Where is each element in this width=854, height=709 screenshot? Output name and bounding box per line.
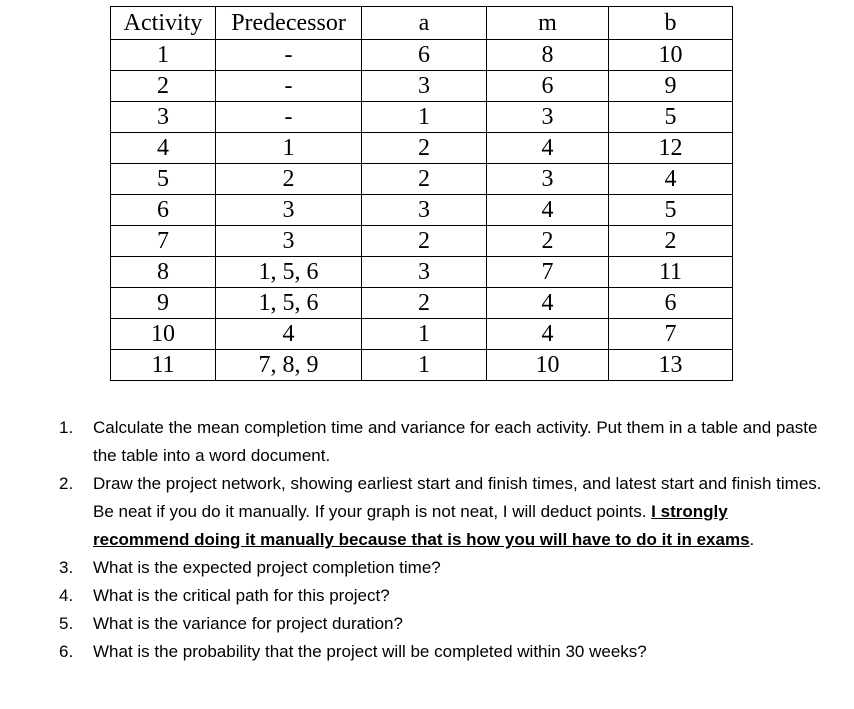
question-item <box>55 582 825 610</box>
table-row <box>111 350 733 381</box>
cell-a: 2 <box>362 288 487 319</box>
cell-m: 6 <box>487 71 609 102</box>
question-number: 5. <box>59 614 74 633</box>
cell-predecessor: - <box>216 102 362 133</box>
question-item <box>55 554 825 582</box>
cell-activity: 8 <box>111 257 216 288</box>
table-row <box>111 40 733 71</box>
cell-activity: 10 <box>111 319 216 350</box>
cell-m: 2 <box>487 226 609 257</box>
cell-a: 3 <box>362 195 487 226</box>
table-row <box>111 226 733 257</box>
header-b: b <box>609 7 733 40</box>
cell-activity: 2 <box>111 71 216 102</box>
cell-predecessor: 1 <box>216 133 362 164</box>
cell-predecessor: 1, 5, 6 <box>216 288 362 319</box>
question-text: Draw the project network, showing earliest start and finish times, and latest start and finish times. Be neat if you do it manually. If your graph is not neat, I will deduct points. <box>93 474 822 521</box>
table-row <box>111 195 733 226</box>
cell-a: 1 <box>362 319 487 350</box>
table-row <box>111 102 733 133</box>
question-text: What is the expected project completion time? <box>93 558 441 577</box>
table-row <box>111 319 733 350</box>
cell-a: 3 <box>362 71 487 102</box>
question-text: What is the variance for project duration? <box>93 614 403 633</box>
cell-predecessor: - <box>216 40 362 71</box>
table-row <box>111 164 733 195</box>
table-row <box>111 71 733 102</box>
cell-m: 4 <box>487 288 609 319</box>
question-text: Calculate the mean completion time and variance for each activity. Put them in a table and paste the table into a word document. <box>93 418 818 465</box>
question-number: 4. <box>59 586 74 605</box>
question-number: 6. <box>59 642 74 661</box>
cell-m: 4 <box>487 133 609 164</box>
cell-activity: 6 <box>111 195 216 226</box>
cell-predecessor: 3 <box>216 195 362 226</box>
cell-b: 10 <box>609 40 733 71</box>
cell-m: 4 <box>487 195 609 226</box>
table-row <box>111 257 733 288</box>
cell-activity: 11 <box>111 350 216 381</box>
questions-list <box>55 414 825 666</box>
cell-activity: 5 <box>111 164 216 195</box>
cell-a: 2 <box>362 226 487 257</box>
cell-activity: 9 <box>111 288 216 319</box>
cell-b: 13 <box>609 350 733 381</box>
cell-a: 1 <box>362 102 487 133</box>
cell-a: 2 <box>362 164 487 195</box>
question-emphasis: I strongly recommend doing it manually because that is how you will have to do it in exams <box>93 502 750 549</box>
cell-predecessor: 2 <box>216 164 362 195</box>
cell-predecessor: 7, 8, 9 <box>216 350 362 381</box>
cell-b: 6 <box>609 288 733 319</box>
table-header-row <box>111 7 733 40</box>
cell-m: 4 <box>487 319 609 350</box>
activity-table <box>110 6 733 381</box>
cell-b: 5 <box>609 195 733 226</box>
cell-predecessor: - <box>216 71 362 102</box>
cell-activity: 7 <box>111 226 216 257</box>
cell-m: 10 <box>487 350 609 381</box>
cell-b: 11 <box>609 257 733 288</box>
question-item <box>55 414 825 470</box>
cell-activity: 1 <box>111 40 216 71</box>
cell-b: 4 <box>609 164 733 195</box>
header-activity: Activity <box>111 7 216 40</box>
question-number: 1. <box>59 418 74 437</box>
cell-predecessor: 1, 5, 6 <box>216 257 362 288</box>
table-body <box>111 40 733 381</box>
cell-activity: 4 <box>111 133 216 164</box>
question-item <box>55 610 825 638</box>
cell-b: 2 <box>609 226 733 257</box>
cell-m: 3 <box>487 102 609 133</box>
cell-m: 7 <box>487 257 609 288</box>
cell-m: 3 <box>487 164 609 195</box>
cell-a: 6 <box>362 40 487 71</box>
header-a: a <box>362 7 487 40</box>
question-tail: . <box>749 530 755 549</box>
question-text: What is the critical path for this project? <box>93 586 390 605</box>
cell-b: 7 <box>609 319 733 350</box>
cell-b: 12 <box>609 133 733 164</box>
question-text: What is the probability that the project will be completed within 30 weeks? <box>93 642 647 661</box>
cell-predecessor: 4 <box>216 319 362 350</box>
cell-activity: 3 <box>111 102 216 133</box>
header-m: m <box>487 7 609 40</box>
cell-predecessor: 3 <box>216 226 362 257</box>
header-predecessor: Predecessor <box>216 7 362 40</box>
cell-a: 2 <box>362 133 487 164</box>
table-row <box>111 133 733 164</box>
cell-m: 8 <box>487 40 609 71</box>
question-number: 3. <box>59 558 74 577</box>
cell-a: 3 <box>362 257 487 288</box>
cell-a: 1 <box>362 350 487 381</box>
question-item <box>55 470 825 554</box>
cell-b: 9 <box>609 71 733 102</box>
table-row <box>111 288 733 319</box>
question-item <box>55 638 825 666</box>
cell-b: 5 <box>609 102 733 133</box>
question-number: 2. <box>59 474 74 493</box>
